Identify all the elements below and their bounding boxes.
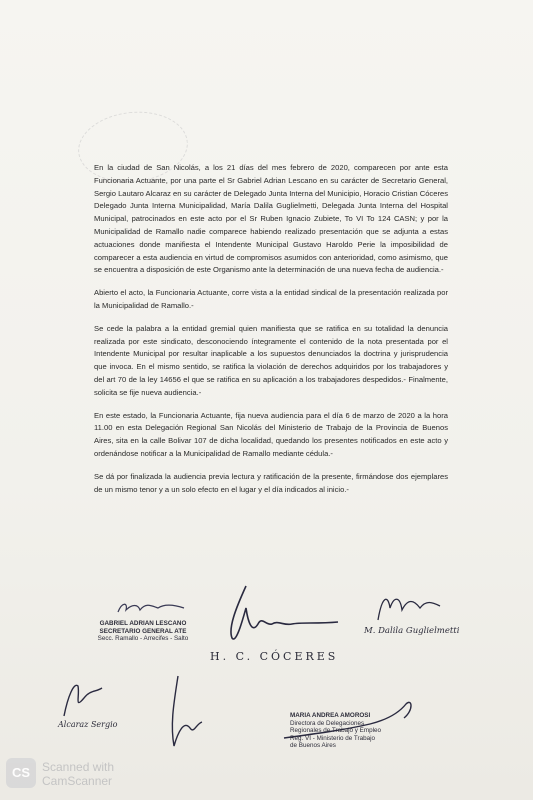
signature-scribble-lescano (88, 598, 198, 620)
signature-zubiete (160, 672, 210, 752)
signature-amorosi (274, 694, 434, 750)
alcaraz-handwritten-name: Alcaraz Sergio (58, 720, 118, 729)
guglielmetti-handwritten-name: M. Dalila Guglielmetti (364, 626, 460, 636)
paragraph-5: Se dá por finalizada la audiencia previa lectura y ratificación de la presente, firmándose dos ejemplares de un mismo tenor y a un solo efecto en el lugar y el día indicados al inicio.- (94, 471, 448, 494)
camscanner-logo-icon: CS (6, 758, 36, 788)
stamp-lescano-title: SECRETARIO GENERAL ATE (99, 627, 187, 635)
paragraph-2: Abierto el acto, la Funcionaria Actuante, corre vista a la entidad sindical de la presentación realizada por la Municipalidad de Ramallo.- (94, 288, 448, 310)
signature-scribble-guglielmetti (370, 590, 450, 626)
camscanner-watermark (42, 760, 114, 788)
camscanner-line1: Scanned with (42, 760, 115, 774)
signature-caceres (206, 578, 346, 678)
paragraph-4: En este estado, la Funcionaria Actuante, fija nueva audiencia para el día 6 de marzo de 2020 a la hora 11.00 en esta Delegación Regional San Nicolás del Ministerio de Trabajo de la Provincia de Buenos Aires, sita en la calle Bolivar 107 de dicha localidad, quedando los presentes notificados en este acto y ordenándose notificar a la Municipalidad de Ramallo mediante cédula.- (94, 410, 448, 458)
signature-scribble-middle (160, 672, 210, 752)
stamp-lescano-name: GABRIEL ADRIAN LESCANO (99, 620, 187, 627)
signature-scribble-alcaraz (44, 676, 154, 720)
stamp-amorosi-line3: Regionales de Trabajo y Empleo (290, 727, 382, 735)
stamp-amorosi-line5: de Buenos Aires (290, 742, 336, 750)
stamp-amorosi-line4: Reg. VI - Ministerio de Trabajo (290, 734, 376, 742)
camscanner-line2: CamScanner (42, 774, 113, 788)
signature-scribble-caceres (206, 578, 346, 650)
caceres-handwritten-name: H. C. CÓCERES (210, 650, 339, 663)
stamp-lescano-section: Secc. Ramallo - Arrecifes - Salto (97, 635, 189, 643)
stamp-amorosi-name: MARIA ANDREA AMOROSI (290, 712, 371, 719)
document-body (94, 162, 448, 496)
signature-alcaraz (44, 676, 164, 729)
paragraph-3: Se cede la palabra a la entidad gremial quien manifiesta que se ratifica en su totalidad la denuncia realizada por este sindicato, desconociendo íntegramente el contenido de la nota presentada por el Intendente Municipal por resultar inaplicable a los supuestos denunciados la doctrina y jurisprudencia que invoca. En el mismo sentido, se ratifica la violación de derechos adquiridos por los trabajadores y del art 70 de la ley 14656 el que se ratifica en su aplicación a los trabajadores despedidos.- Finalmente, solicita se fije nueva audiencia.- (94, 323, 448, 397)
stamp-amorosi-line2: Directora de Delegaciones (290, 719, 365, 727)
paragraph-1: En la ciudad de San Nicolás, a los 21 días del mes febrero de 2020, comparecen por ante esta Funcionaria Actuante, por una parte el Sr Gabriel Adrian Lescano en su carácter de Secretario General, Sergio Lautaro Alcaraz en su carácter de Delegado Junta Interna del Municipio, Horacio Cristian Cóceres Delegado Junta Interna Municipalidad, María Dalila Guglielmetti, Delegada Junta Interna del Hospital Municipal, patrocinados en este acto por el Sr Ruben Ignacio Zubiete, To VI To 124 CASN; y por la Municipalidad de Ramallo nadie comparece habiendo realizado presentación que se adjunta a estas actuaciones donde manifiesta el Intendente Municipal Gustavo Haroldo Perie la imposibilidad de comparecer a esta audiencia en virtud de compromisos asumidos con anterioridad, como asimismo, que se encuentra a disposición de este Organismo ante la determinación de una nueva fecha de audiencia.- (94, 163, 448, 275)
signature-guglielmetti (364, 590, 484, 636)
signature-lescano (88, 598, 198, 643)
